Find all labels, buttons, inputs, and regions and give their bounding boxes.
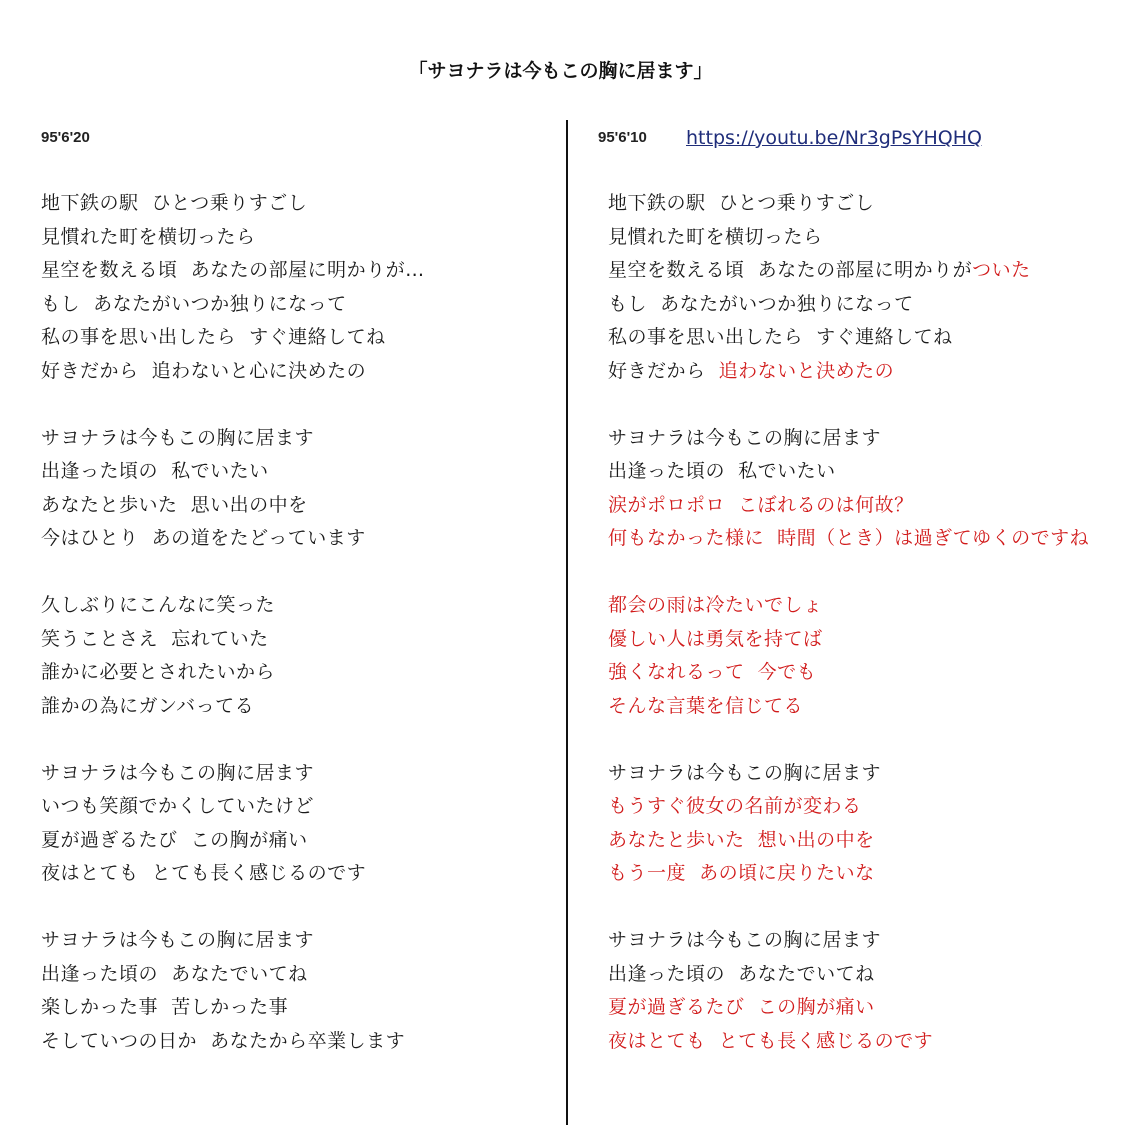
lyric-segment: 好きだから bbox=[608, 359, 719, 382]
lyric-segment: 出逢った頃の 私でいたい bbox=[41, 460, 269, 482]
lyric-line bbox=[608, 589, 1108, 623]
lyric-line bbox=[608, 656, 1108, 690]
lyric-line bbox=[608, 623, 1108, 657]
lyric-line bbox=[41, 221, 556, 255]
changed-lyric-segment: 涙がポロポロ こぼれるのは何故？ bbox=[608, 493, 914, 516]
lyric-segment: 見慣れた町を横切ったら bbox=[608, 225, 823, 248]
lyric-line bbox=[608, 221, 1108, 255]
lyric-segment: サヨナラは今もこの胸に居ます bbox=[608, 426, 882, 449]
lyric-line bbox=[41, 656, 556, 690]
lyric-line bbox=[608, 924, 1108, 958]
lyric-segment: 地下鉄の駅 ひとつ乗りすごし bbox=[608, 192, 875, 214]
lyric-segment: 久しぶりにこんなに笑った bbox=[41, 594, 276, 616]
lyric-line bbox=[608, 790, 1108, 824]
lyric-line bbox=[41, 254, 556, 288]
lyric-segment: いつも笑顔でかくしていたけど bbox=[41, 795, 315, 817]
lyric-line bbox=[608, 824, 1108, 858]
lyric-line bbox=[41, 690, 556, 724]
lyric-line bbox=[41, 958, 556, 992]
stanza bbox=[608, 589, 1108, 723]
lyric-line bbox=[608, 455, 1108, 489]
lyric-line bbox=[608, 991, 1108, 1025]
stanza bbox=[608, 757, 1108, 891]
stanza bbox=[608, 924, 1108, 1058]
right-lyrics bbox=[608, 187, 1108, 1092]
lyric-segment: 出逢った頃の 私でいたい bbox=[608, 460, 836, 482]
lyric-segment: 星空を数える頃 あなたの部屋に明かりが bbox=[608, 259, 973, 281]
changed-lyric-segment: 夏が過ぎるたび この胸が痛い bbox=[608, 996, 875, 1018]
lyric-line bbox=[608, 857, 1108, 891]
lyric-line bbox=[41, 355, 556, 389]
lyric-line bbox=[608, 522, 1108, 556]
changed-lyric-segment: ついた bbox=[972, 259, 1031, 281]
lyric-segment: サヨナラは今もこの胸に居ます bbox=[41, 929, 315, 951]
right-date: 95'6'10 bbox=[598, 129, 647, 146]
lyric-segment: 好きだから 追わないと心に決めたの bbox=[41, 359, 367, 382]
changed-lyric-segment: もうすぐ彼女の名前が変わる bbox=[608, 795, 862, 817]
lyric-segment: 出逢った頃の あなたでいてね bbox=[608, 962, 875, 985]
lyric-segment: 誰かの為にガンバってる bbox=[41, 694, 255, 717]
stanza bbox=[41, 187, 556, 388]
lyric-segment: 私の事を思い出したら すぐ連絡してね bbox=[608, 326, 953, 348]
lyric-line bbox=[608, 690, 1108, 724]
lyric-line bbox=[41, 522, 556, 556]
stanza bbox=[41, 757, 556, 891]
lyric-segment: もし あなたがいつか独りになって bbox=[41, 292, 347, 315]
lyric-line bbox=[608, 958, 1108, 992]
lyric-line bbox=[41, 757, 556, 791]
lyric-segment: 星空を数える頃 あなたの部屋に明かりが… bbox=[41, 259, 425, 281]
lyric-segment: 見慣れた町を横切ったら bbox=[41, 225, 256, 248]
lyric-segment: 夏が過ぎるたび この胸が痛い bbox=[41, 828, 308, 851]
lyric-segment: サヨナラは今もこの胸に居ます bbox=[41, 426, 315, 449]
changed-lyric-segment: 優しい人は勇気を持てば bbox=[608, 627, 823, 650]
changed-lyric-segment: 夜はとても とても長く感じるのです bbox=[608, 1029, 934, 1052]
youtube-link[interactable]: https://youtu.be/Nr3gPsYHQHQ bbox=[686, 127, 982, 149]
lyric-segment: 今はひとり あの道をたどっています bbox=[41, 527, 366, 549]
lyric-line bbox=[41, 288, 556, 322]
changed-lyric-segment: 都会の雨は冷たいでしょ bbox=[608, 594, 823, 616]
lyric-line bbox=[41, 857, 556, 891]
lyric-line bbox=[608, 757, 1108, 791]
lyric-segment: 私の事を思い出したら すぐ連絡してね bbox=[41, 326, 386, 348]
lyric-line bbox=[608, 489, 1108, 523]
lyric-line bbox=[608, 254, 1108, 288]
lyric-line bbox=[608, 321, 1108, 355]
lyric-line bbox=[608, 1025, 1108, 1059]
lyric-line bbox=[608, 422, 1108, 456]
changed-lyric-segment: あなたと歩いた 想い出の中を bbox=[608, 828, 875, 851]
lyric-segment: サヨナラは今もこの胸に居ます bbox=[41, 761, 315, 784]
lyric-line bbox=[41, 589, 556, 623]
changed-lyric-segment: 強くなれるって 今でも bbox=[608, 661, 817, 683]
lyric-line bbox=[608, 187, 1108, 221]
changed-lyric-segment: もう一度 あの頃に戻りたいな bbox=[608, 862, 875, 884]
stanza bbox=[608, 187, 1108, 388]
lyric-segment: 出逢った頃の あなたでいてね bbox=[41, 962, 308, 985]
stanza bbox=[608, 422, 1108, 556]
lyric-segment: サヨナラは今もこの胸に居ます bbox=[608, 929, 882, 951]
lyric-segment: 夜はとても とても長く感じるのです bbox=[41, 862, 367, 884]
lyric-line bbox=[608, 288, 1108, 322]
stanza bbox=[41, 589, 556, 723]
left-date: 95'6'20 bbox=[41, 129, 90, 146]
stanza bbox=[41, 422, 556, 556]
lyric-line bbox=[41, 187, 556, 221]
lyric-line bbox=[41, 321, 556, 355]
lyric-segment: 楽しかった事 苦しかった事 bbox=[41, 996, 289, 1018]
changed-lyric-segment: 何もなかった様に 時間（とき）は過ぎてゆくのですね bbox=[608, 527, 1090, 549]
lyric-line bbox=[41, 1025, 556, 1059]
lyric-line bbox=[41, 824, 556, 858]
lyric-line bbox=[41, 623, 556, 657]
lyric-line bbox=[41, 455, 556, 489]
lyric-line bbox=[41, 489, 556, 523]
lyric-segment: サヨナラは今もこの胸に居ます bbox=[608, 761, 882, 784]
lyric-line bbox=[41, 991, 556, 1025]
changed-lyric-segment: 追わないと決めたの bbox=[718, 359, 895, 382]
left-lyrics bbox=[41, 187, 556, 1092]
lyric-line bbox=[41, 924, 556, 958]
page-title: 「サヨナラは今もこの胸に居ます」 bbox=[408, 60, 713, 82]
lyric-segment: そしていつの日か あなたから卒業します bbox=[41, 1029, 406, 1052]
lyric-segment: あなたと歩いた 思い出の中を bbox=[41, 493, 308, 516]
changed-lyric-segment: そんな言葉を信じてる bbox=[608, 694, 804, 717]
lyric-segment: もし あなたがいつか独りになって bbox=[608, 292, 914, 315]
lyric-line bbox=[41, 422, 556, 456]
column-divider bbox=[566, 120, 568, 1125]
stanza bbox=[41, 924, 556, 1058]
lyric-line bbox=[608, 355, 1108, 389]
lyric-segment: 地下鉄の駅 ひとつ乗りすごし bbox=[41, 192, 308, 214]
lyric-segment: 笑うことさえ 忘れていた bbox=[41, 627, 269, 650]
lyric-line bbox=[41, 790, 556, 824]
lyric-segment: 誰かに必要とされたいから bbox=[41, 661, 276, 683]
